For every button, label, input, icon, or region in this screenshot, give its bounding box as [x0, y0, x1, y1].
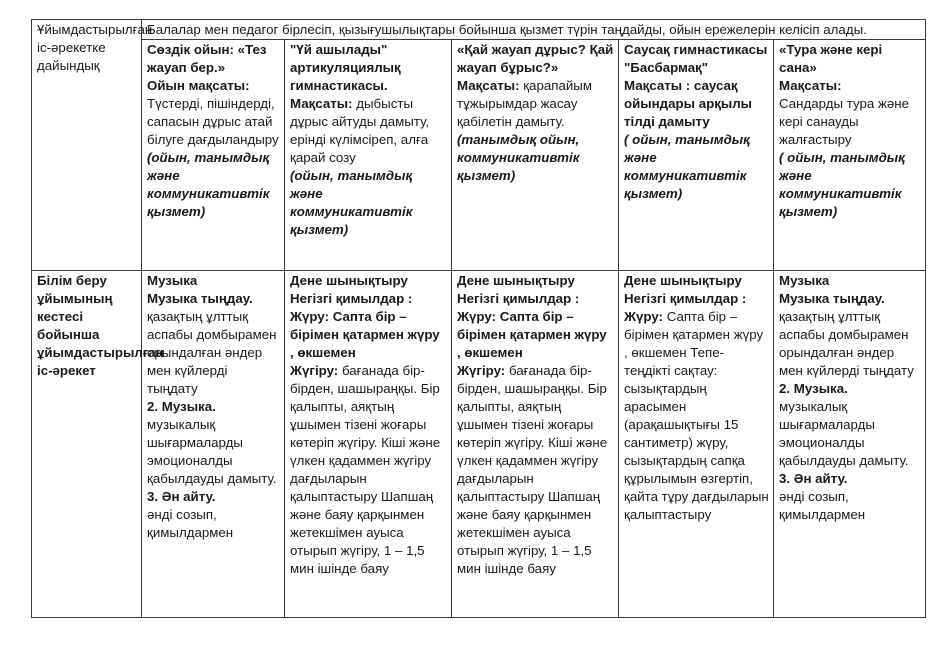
music-cell: Музыка Музыка тыңдау. қазақтың ұлттық аспабы домбырамен орындалған әндер мен күйлерді тыңдату 2. Музыка. музыкалық шығармаларды эмоционалды қабылдауды дамыту. 3. Ән айту. әнді созып, қимылдармен: [774, 271, 926, 618]
pe-cell: Дене шынықтыру Негізгі қимылдар : Жүру: Сапта бір – бірімен қатармен жүру , өкшемен Жүгіру: бағанада бір-бірден, шашыраңқы. Бір қалыпты, аяқтың ұшымен тізені жоғары көтеріп жүгіру. Кіші және үлкен қадаммен жүгіру дағдыларын қалыптастыру Шапшаң және баяу қарқынмен жетекшімен ауыса отырып жүгіру, 1 – 1,5 мин ішінде баяу: [452, 271, 619, 618]
game-cell: Саусақ гимнастикасы "Басбармақ" Мақсаты : саусақ ойындары арқылы тілді дамыту ( ойын, танымдық және коммуникативтік қызмет): [619, 40, 774, 271]
table-row: [32, 40, 926, 271]
game-cell: "Үй ашылады" артикуляциялық гимнастикасы. Мақсаты: дыбысты дұрыс айтуды дамыту, ерінді күлімсіреп, алға қарай созу (ойын, танымдық және коммуникативтік қызмет): [285, 40, 452, 271]
pe-cell: Дене шынықтыру Негізгі қимылдар : Жүру: Сапта бір – бірімен қатармен жүру , өкшемен Тепе-теңдікті сақтау: сызықтардың арасымен (арақашықтығы 15 сантиметр) жүру, сызықтардың сапқа құрылымын өзгертіп, қайта тұру дағдыларын қалыптастыру: [619, 271, 774, 618]
row-header-preparation: Ұйымдастырылған іс-әрекетке дайындық: [32, 20, 142, 271]
music-cell: Музыка Музыка тыңдау. қазақтың ұлттық аспабы домбырамен орындалған әндер мен күйлерді тыңдату 2. Музыка. музыкалық шығармаларды эмоционалды қабылдауды дамыту. 3. Ән айту. әнді созып, қимылдармен: [142, 271, 285, 618]
table-row: [32, 271, 926, 618]
pe-cell: Дене шынықтыру Негізгі қимылдар : Жүру: Сапта бір – бірімен қатармен жүру , өкшемен Жүгіру: бағанада бір-бірден, шашыраңқы. Бір қалыпты, аяқтың ұшымен тізені жоғары көтеріп жүгіру. Кіші және үлкен қадаммен жүгіру дағдыларын қалыптастыру Шапшаң және баяу қарқынмен жетекшімен ауыса отырып жүгіру, 1 – 1,5 мин ішінде баяу: [285, 271, 452, 618]
game-cell: Сөздік ойын: «Тез жауап бер.» Ойын мақсаты: Түстерді, пішіндерді, сапасын дұрыс атай білуге дағдыландыру (ойын, танымдық және коммуникативтік қызмет): [142, 40, 285, 271]
plan-table: [31, 19, 926, 618]
game-cell: «Қай жауап дұрыс? Қай жауап бұрыс?» Мақсаты: қарапайым тұжырымдар жасау қабілетін дамыту. (танымдық ойын, коммуникативтік қызмет): [452, 40, 619, 271]
row-header-schedule: Білім беру ұйымының кестесі бойынша ұйымдастырылған іс-әрекет: [32, 271, 142, 618]
table-row: [32, 20, 926, 40]
preparation-description: Балалар мен педагог бірлесіп, қызығушылықтары бойынша қызмет түрін таңдайды, ойын ережелерін келісіп алады.: [142, 20, 926, 40]
game-cell: «Тура және кері сана» Мақсаты: Сандарды тура және кері санауды жалғастыру ( ойын, танымдық және коммуникативтік қызмет): [774, 40, 926, 271]
